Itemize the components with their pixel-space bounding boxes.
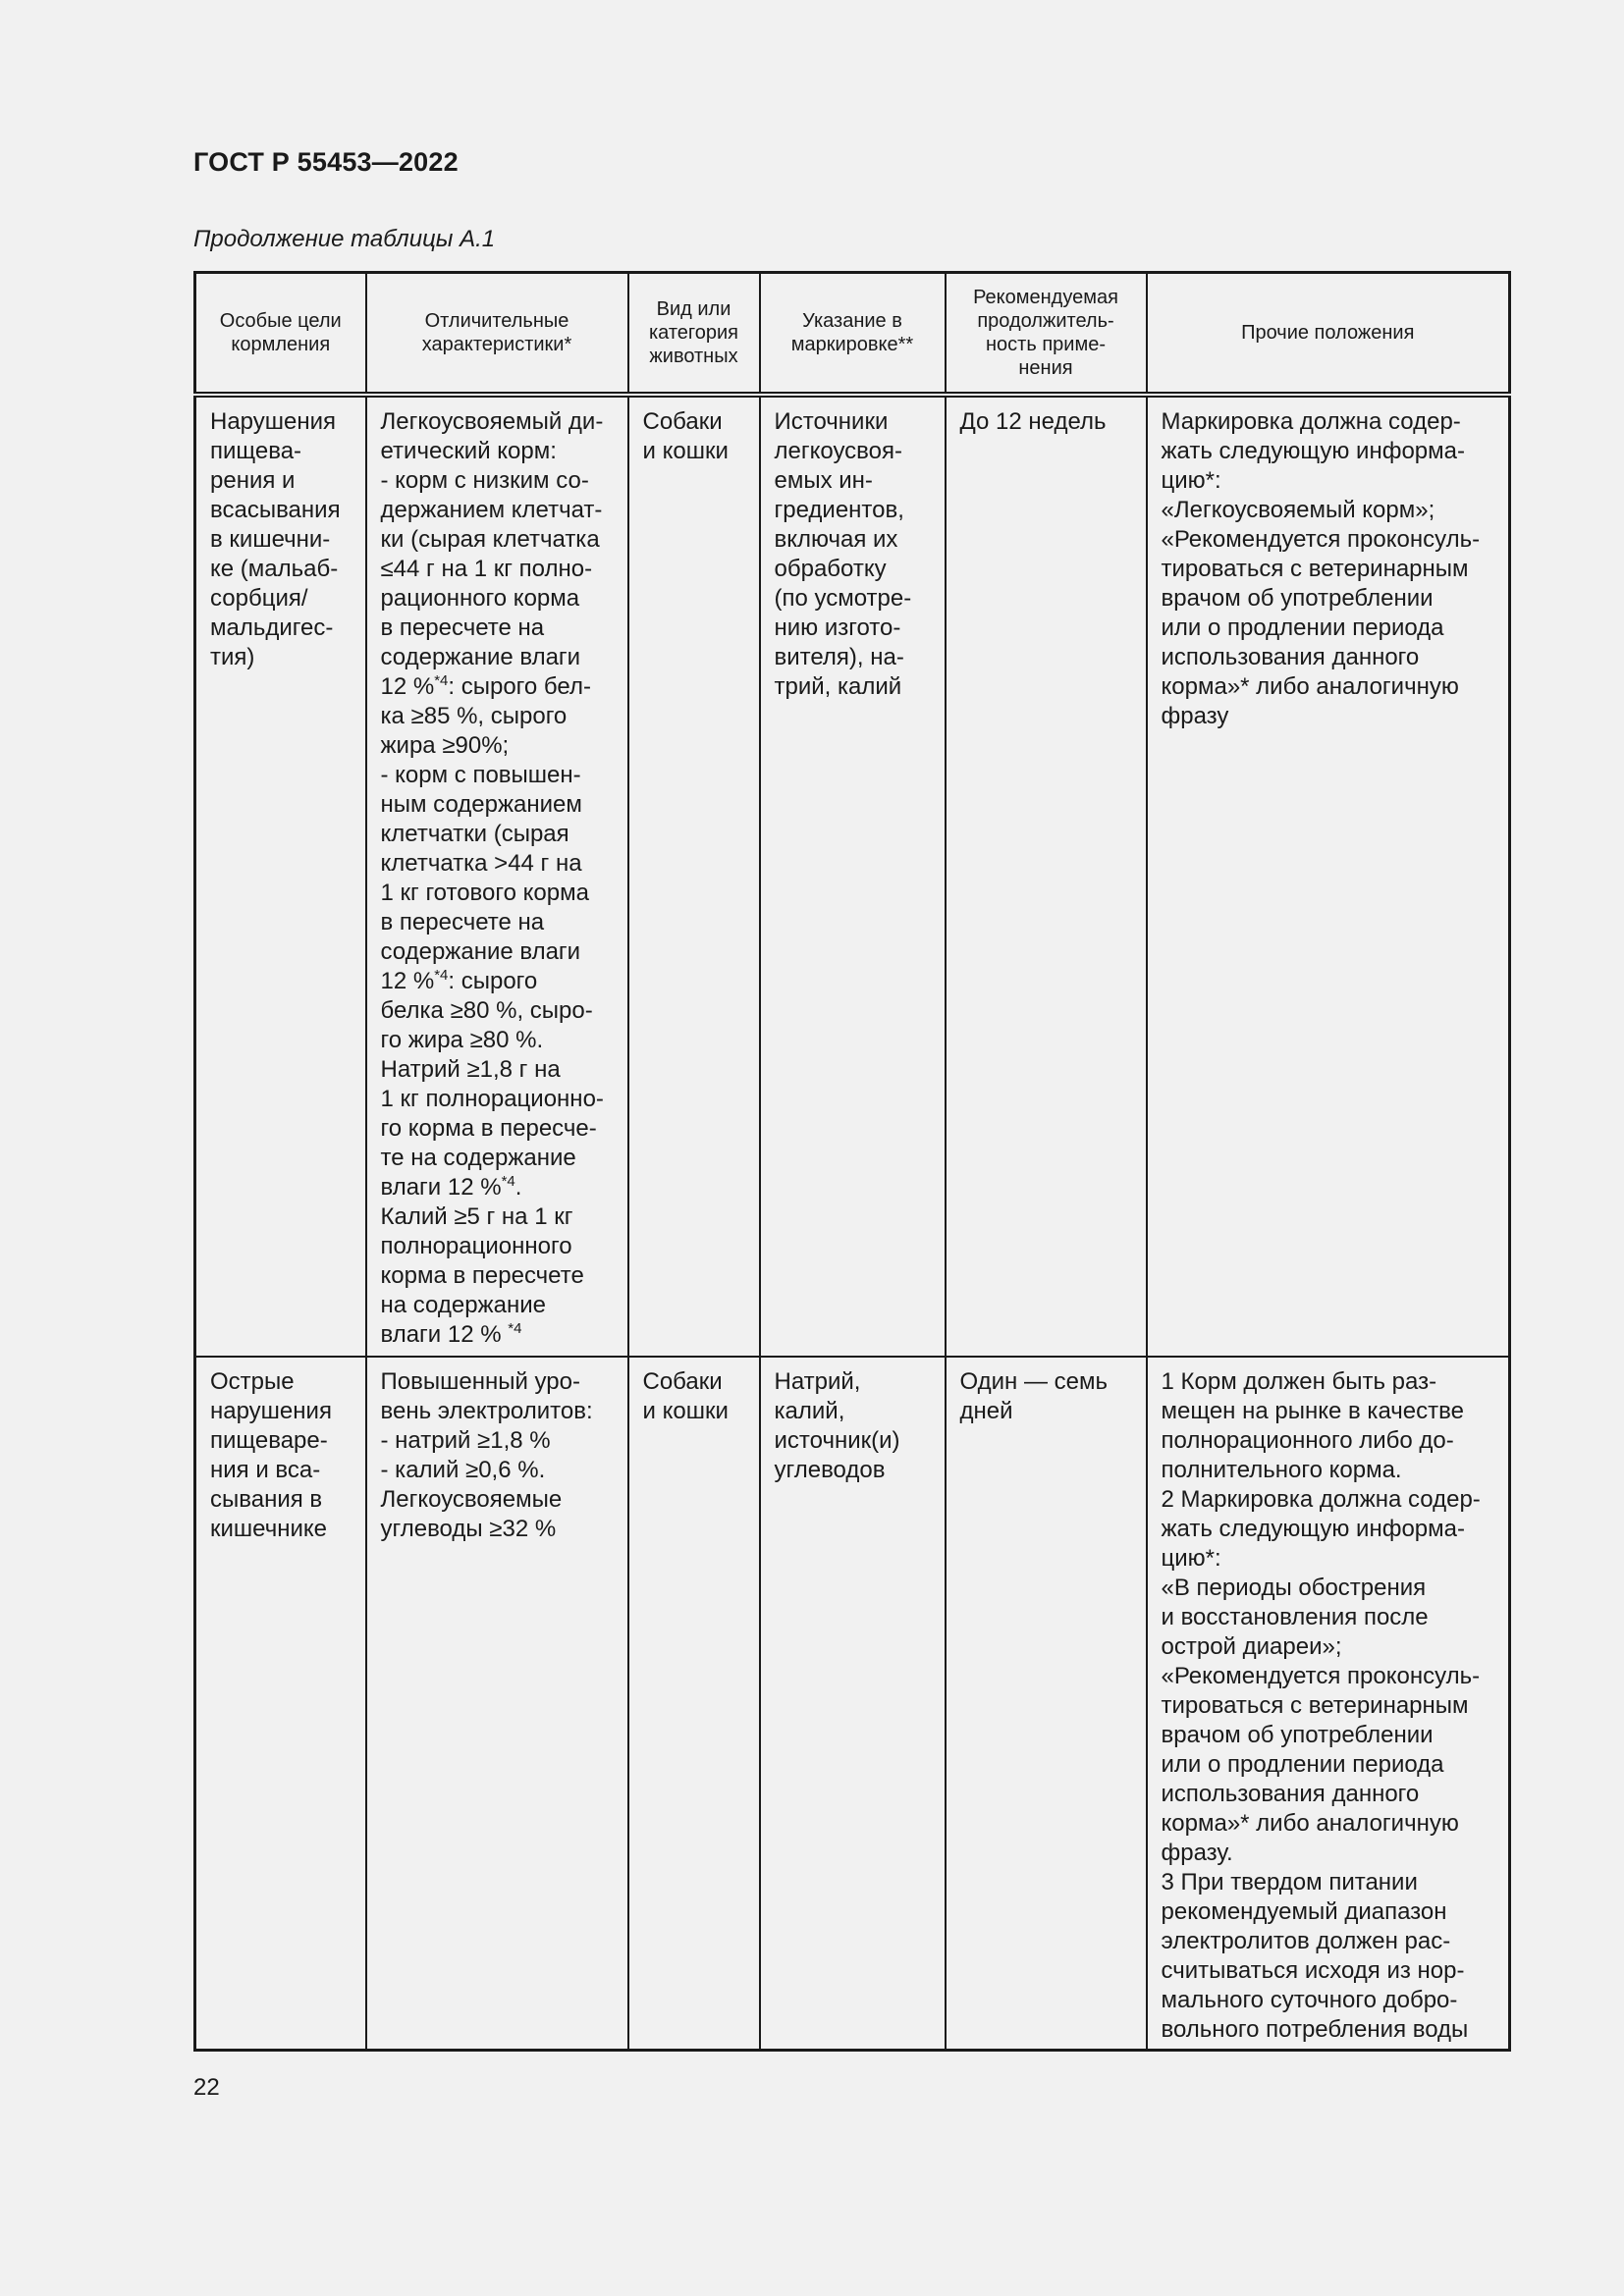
text-fragment: : сырого белка ≥80 %, сыро- го жира ≥80 %. Натрий ≥1,8 г на 1 кг полнорационно- го корма в пересче- те на содержание влаги 12 % <box>380 968 604 1201</box>
header-animals: Вид или категория животных <box>628 273 760 396</box>
cell-other: 1 Корм должен быть раз- мещен на рынке в качестве полнорационного либо до- полнительного корма. 2 Маркировка должна содер- жать следующую информа- цию*: «В периоды обострения и восстановления после острой диареи»; «Рекомендуется проконсуль- тироваться с ветеринарным врачом об употреблении или о продлении периода использования данного корма»* либо аналогичную фразу. 3 При твердом питании рекомендуемый диапазон электролитов должен рас- считываться исходя из нор- мального суточного добро- вольного потребления воды <box>1147 1357 1510 2051</box>
text-fragment: . Калий ≥5 г на 1 кг полнорационного корма в пересчете на содержание влаги 12 % <box>380 1174 584 1348</box>
cell-characteristics <box>366 395 628 1357</box>
cell-characteristics: Повышенный уро- вень электролитов: - натрий ≥1,8 % - калий ≥0,6 %. Легкоусвояемые углеводы ≥32 % <box>366 1357 628 2051</box>
document-header: ГОСТ Р 55453—2022 <box>193 147 459 177</box>
header-characteristics: Отличительные характеристики* <box>366 273 628 396</box>
feed-table <box>193 271 1511 2052</box>
table-row <box>195 1357 1510 2051</box>
text-fragment: : сырого бел- ка ≥85 %, сырого жира ≥90%; - корм с повышен- ным содержанием клетчатки (сырая клетчатка >44 г на 1 кг готового корма в пересчете на содержание влаги 12 % <box>380 673 591 994</box>
cell-duration: До 12 недель <box>946 395 1147 1357</box>
page-number: 22 <box>193 2074 220 2101</box>
header-labeling: Указание в маркировке** <box>760 273 946 396</box>
header-duration: Рекомендуемая продолжитель- ность приме- нения <box>946 273 1147 396</box>
footnote-mark: *4 <box>434 672 449 689</box>
cell-purpose: Острые нарушения пищеваре- ния и вса- сывания в кишечнике <box>195 1357 366 2051</box>
cell-labeling: Натрий, калий, источник(и) углеводов <box>760 1357 946 2051</box>
footnote-mark: *4 <box>508 1320 522 1337</box>
header-other: Прочие положения <box>1147 273 1510 396</box>
cell-labeling: Источники легкоусвоя- емых ин- гредиентов, включая их обработку (по усмотре- нию изгото- вителя), на- трий, калий <box>760 395 946 1357</box>
cell-duration: Один — семь дней <box>946 1357 1147 2051</box>
text-fragment: Легкоусвояемый ди- етический корм: - корм с низким со- держанием клетчат- ки (сырая клетчатка ≤44 г на 1 кг полно- рационного корма в пересчете на содержание влаги 12 % <box>380 408 604 700</box>
footnote-mark: *4 <box>501 1173 515 1190</box>
footnote-mark: *4 <box>434 967 449 984</box>
cell-animals: Собаки и кошки <box>628 395 760 1357</box>
cell-other: Маркировка должна содер- жать следующую информа- цию*: «Легкоусвояемый корм»; «Рекомендуется проконсуль- тироваться с ветеринарным врачом об употреблении или о продлении периода использования данного корма»* либо аналогичную фразу <box>1147 395 1510 1357</box>
table-header-row <box>195 273 1510 396</box>
cell-purpose: Нарушения пищева- рения и всасывания в кишечни- ке (мальаб- сорбция/ мальдигес- тия) <box>195 395 366 1357</box>
table-caption: Продолжение таблицы А.1 <box>193 226 496 252</box>
cell-animals: Собаки и кошки <box>628 1357 760 2051</box>
header-purpose: Особые цели кормления <box>195 273 366 396</box>
table-row <box>195 395 1510 1357</box>
